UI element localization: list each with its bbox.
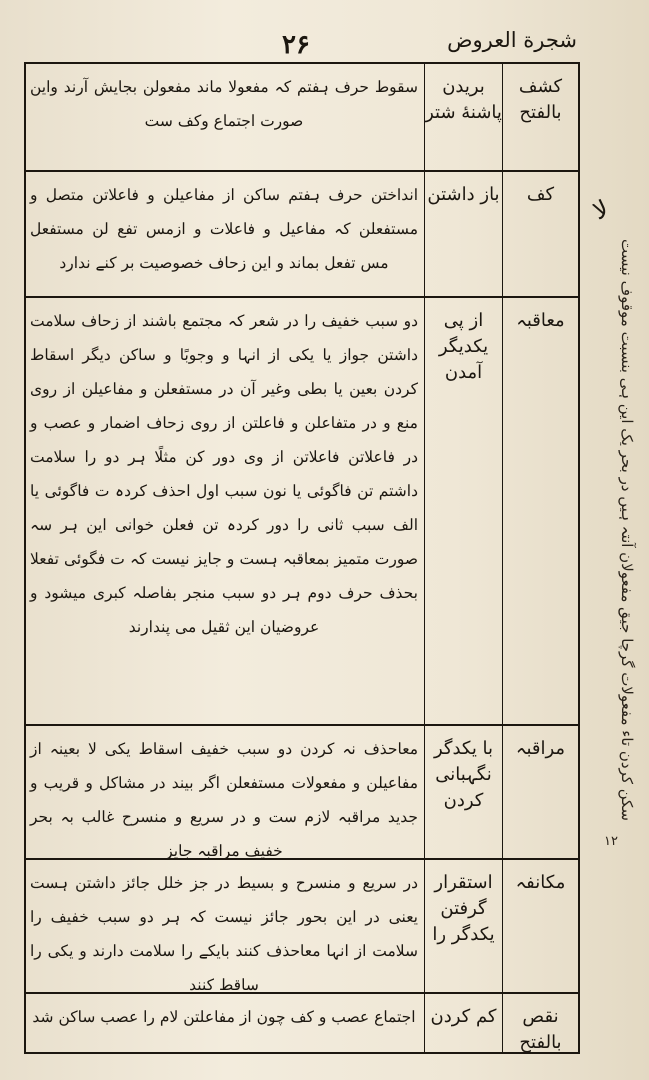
- description-cell: [26, 172, 424, 296]
- header-title: شجرة العروض: [447, 28, 577, 52]
- meaning-text: استقرار گرفتن یکدگر را: [432, 872, 495, 945]
- meaning-cell: [424, 298, 502, 724]
- term-cell: [502, 172, 578, 296]
- table-row: [26, 172, 578, 298]
- meaning-text: باز داشتن: [427, 184, 500, 205]
- page-number: ۲۶: [282, 30, 310, 60]
- description-cell: [26, 298, 424, 724]
- term-text: نقص بالفتح: [519, 1006, 562, 1053]
- description-text: در سریع و منسرح و بسیط در جز خلل جائز داشتن ہست یعنی در این بحور جائز نیست کہ ہر دو سبب خفیف را سلامت از انہا معاحذف کنند بایکے را سلامت دارند و یکی را ساقط کنند: [30, 874, 418, 994]
- description-cell: [26, 860, 424, 992]
- description-cell: [26, 726, 424, 858]
- term-cell: [502, 298, 578, 724]
- meaning-cell: [424, 64, 502, 170]
- margin-note: سکن کردن تاء مفعولات گرچا جیق مفعولان آنتہ ہیں در بحر یک این ہی بنسبت موقوف نیست: [618, 238, 636, 821]
- term-cell: [502, 860, 578, 992]
- description-cell: [26, 64, 424, 170]
- description-text: انداختن حرف ہفتم ساکن از مفاعیلن و فاعلاتن متصل و مستفعلن کہ مفاعیل و فاعلات و ازمس تفع لن مستفعل مس تفعل بماند و این زحاف خصوصیت بر کنے ندارد: [30, 186, 418, 272]
- description-text: اجتماع عصب و کف چون از مفاعلتن لام را عصب ساکن شد: [32, 1008, 416, 1026]
- table-row: [26, 994, 578, 1052]
- description-text: معاحذف نہ کردن دو سبب خفیف اسقاط یکی لا بعینہ از مفاعیلن و مفعولات مستفعلن اگر بیند در مشاکل و قریب و جدید مراقبہ لازم ست و در سریع و منسرح غالب بہ بحر خفیف مراقبہ جایز: [30, 740, 418, 860]
- meaning-text: کم کردن: [430, 1006, 497, 1027]
- margin-number: ۱۲: [604, 834, 618, 849]
- description-cell: [26, 994, 424, 1052]
- margin-mark-icon: ﻻ: [588, 194, 613, 226]
- term-cell: [502, 64, 578, 170]
- description-text: دو سبب خفیف را در شعر کہ مجتمع باشند از زحاف سلامت داشتن جواز یا یکی از انہا و وجوبًا و ساکن دیگر اسقاط کردن بعین یا بطی وغیر آن در مستفعلن و مفاعیلن از روی منع و در متفاعلن و فاعلتن از روی زحاف اضمار و عصب و در فاعلاتن فاعلاتن از وی دور کن مثلًا ہر دو را سلامت داشتم تن فاگوئی یا نون سبب اول احذف کردہ ت فاگوئی یا الف سبب ثانی را دور کردہ تن فعلن خوانی این ہر سہ صورت متمیز بمعاقبہ ہست و جایز نیست کہ ت فگوئی تفعلا بحذف حرف دوم ہر دو سبب منجر بفاصلہ کبری میشود و عروضیان این ثقیل می پندارند: [30, 312, 418, 636]
- meaning-text: با یکدگر نگہبانی کردن: [433, 738, 494, 811]
- term-text: کف: [526, 184, 555, 205]
- table-row: [26, 64, 578, 172]
- prosody-table: [24, 62, 580, 1054]
- meaning-text: بریدن پاشنهٔ شتر: [425, 76, 502, 123]
- meaning-cell: [424, 994, 502, 1052]
- table-row: [26, 726, 578, 860]
- meaning-text: از پی یکدیگر آمدن: [438, 310, 489, 383]
- term-text: مراقبہ: [515, 738, 566, 759]
- term-cell: [502, 994, 578, 1052]
- term-cell: [502, 726, 578, 858]
- term-text: مکانفہ: [515, 872, 566, 893]
- table-row: [26, 860, 578, 994]
- term-text: کشف بالفتح: [518, 76, 563, 123]
- meaning-cell: [424, 172, 502, 296]
- term-text: معاقبہ: [516, 310, 565, 331]
- description-text: سقوط حرف ہفتم کہ مفعولا ماند مفعولن بجایش آرند واین صورت اجتماع وکف ست: [30, 78, 418, 130]
- table-row: [26, 298, 578, 726]
- meaning-cell: [424, 726, 502, 858]
- meaning-cell: [424, 860, 502, 992]
